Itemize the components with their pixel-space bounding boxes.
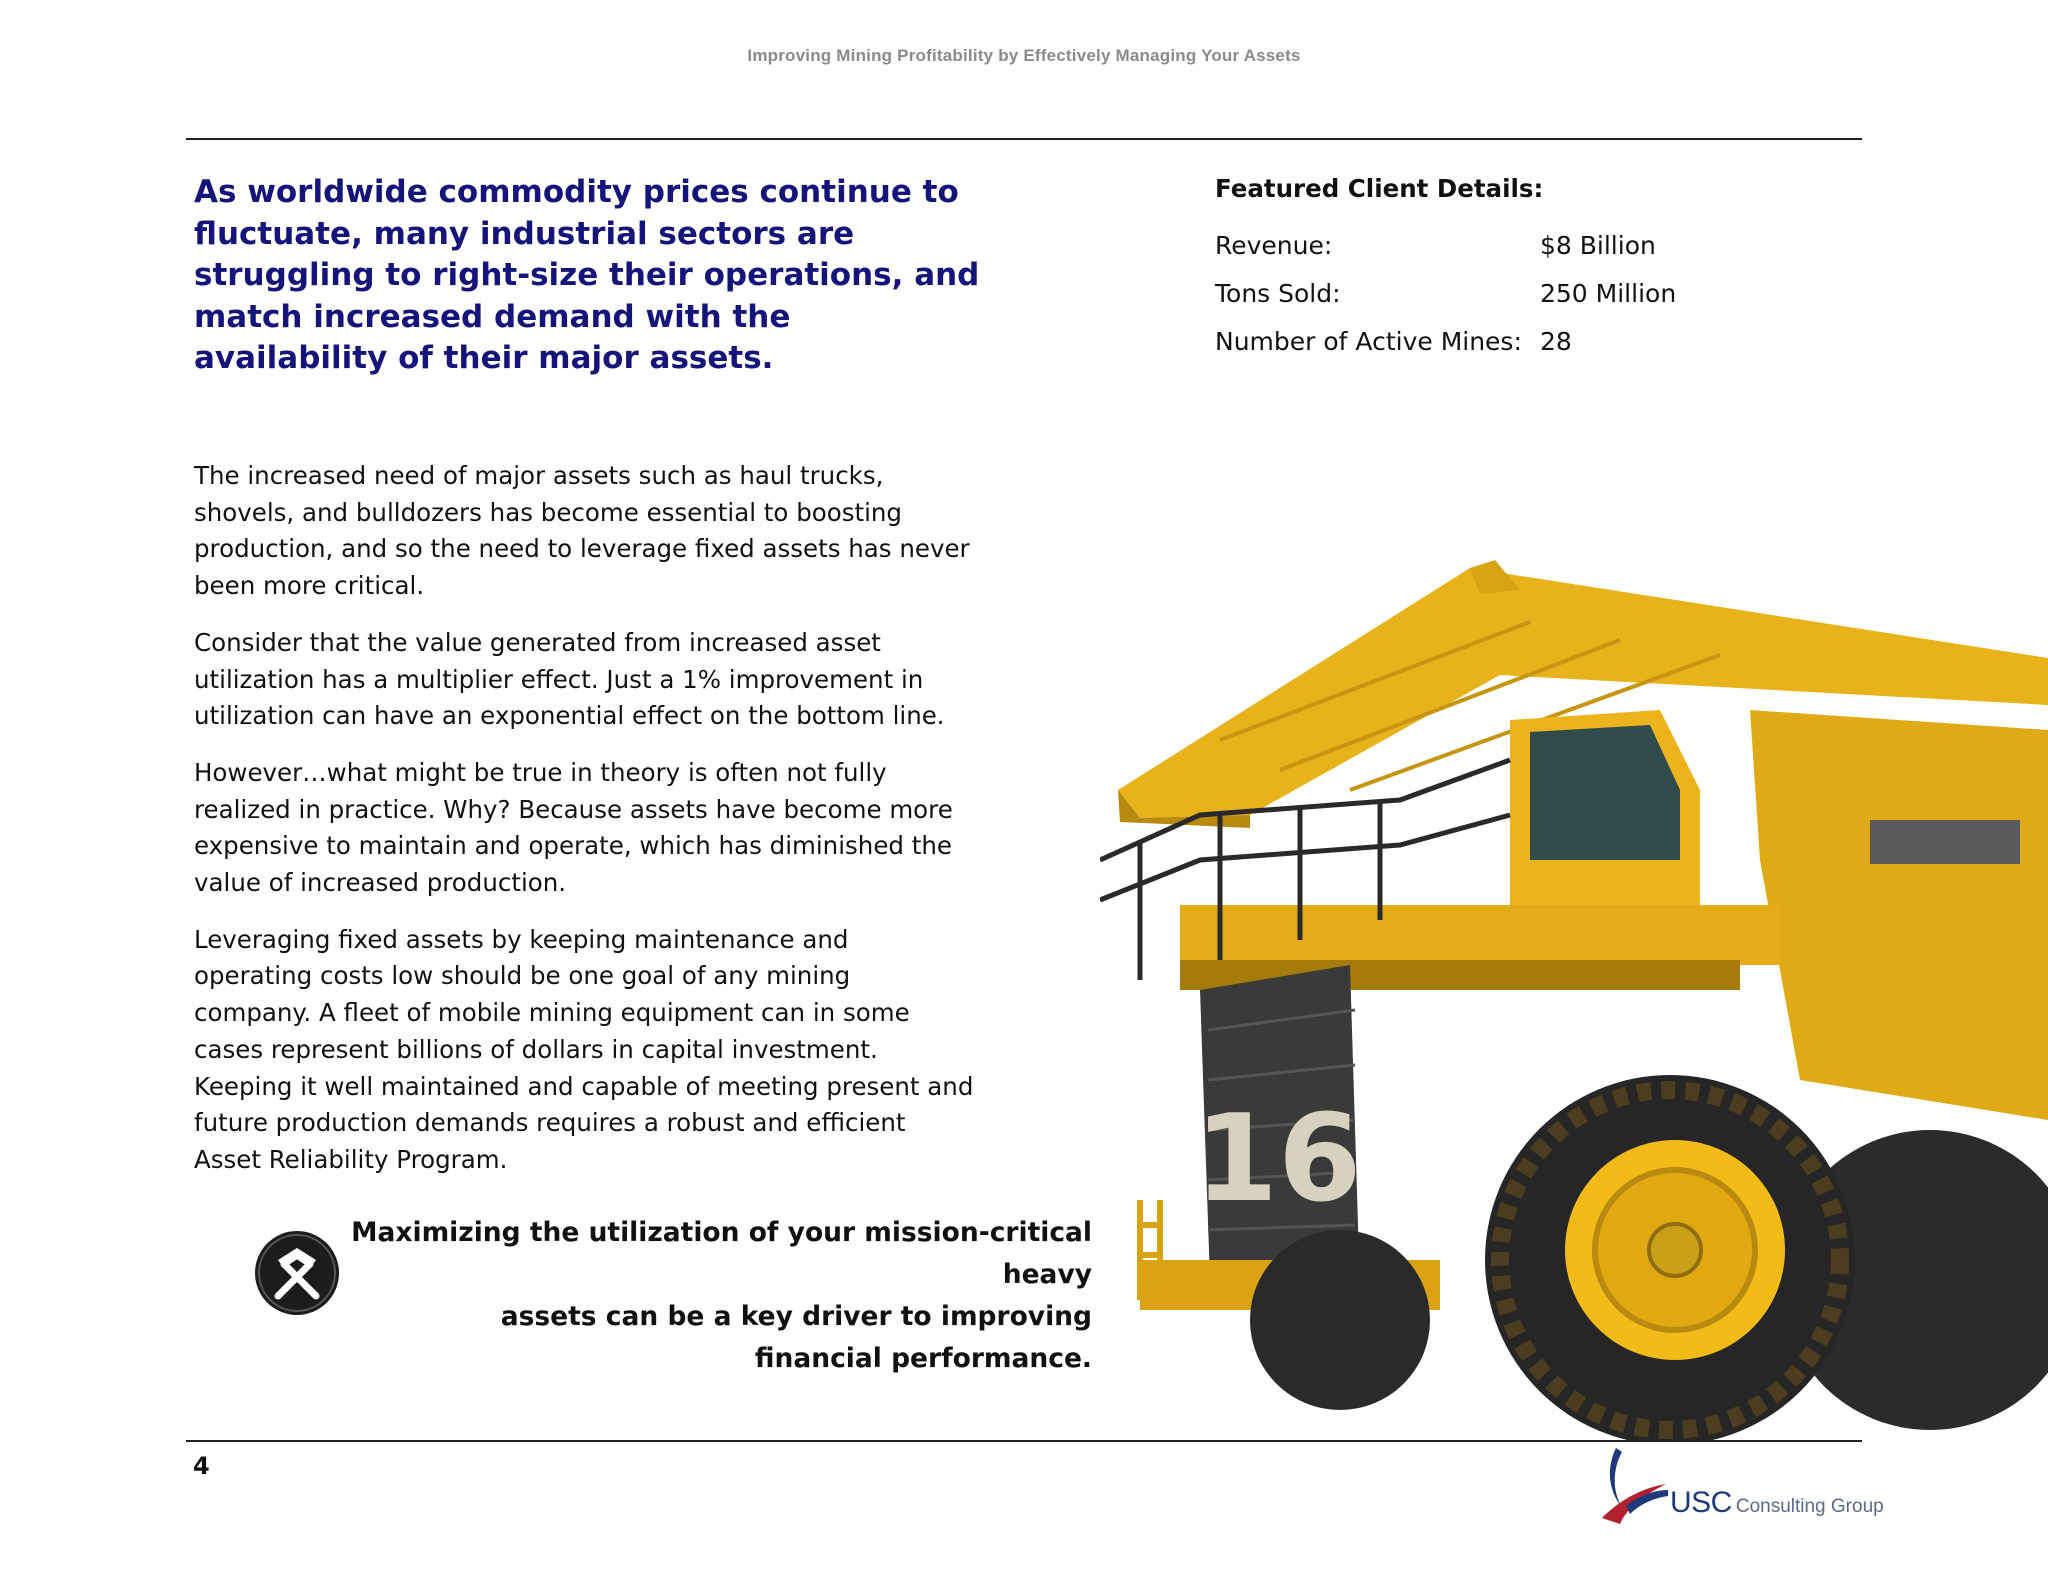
running-header: Improving Mining Profitability by Effectively Managing Your Assets xyxy=(747,46,1301,65)
body-text xyxy=(194,458,974,1199)
truck-dump-body xyxy=(1750,710,2048,1120)
truck-deck xyxy=(1180,905,1780,965)
featured-client-details xyxy=(1215,174,1815,365)
truck-front-left-tire xyxy=(1250,1230,1430,1410)
client-row-tons-sold xyxy=(1215,269,1815,317)
truck-number: 16 xyxy=(1194,1090,1362,1229)
client-row-active-mines xyxy=(1215,317,1815,365)
client-label: Number of Active Mines: xyxy=(1215,326,1522,356)
client-label: Tons Sold: xyxy=(1215,278,1341,308)
truck-ladder xyxy=(1140,1200,1160,1300)
usc-consulting-logo xyxy=(1598,1444,1884,1526)
logo-consulting-text: Consulting Group xyxy=(1735,1496,1884,1517)
callout-quote xyxy=(340,1212,1092,1380)
body-paragraph: Leveraging fixed assets by keeping maintenance and operating costs low should be one goal of any mining company. A fleet of mobile mining equipment can in some cases represent billions of dollars in capital investment. Keeping it well maintained and capable of meeting present and future production demands requires a robust and efficient Asset Reliability Program. xyxy=(194,924,974,1174)
truck-cab-window xyxy=(1530,725,1680,860)
body-paragraph: The increased need of major assets such as haul trucks, shovels, and bulldozers has become essential to boosting production, and so the need to leverage fixed assets has never been more critical. xyxy=(194,461,970,601)
callout-line: assets can be a key driver to improving xyxy=(500,1301,1092,1332)
body-paragraph: Consider that the value generated from increased asset utilization has a multiplier effect. Just a 1% improvement in utilization can have an exponential effect on the bottom line. xyxy=(194,627,945,731)
client-details-title: Featured Client Details: xyxy=(1215,174,1544,203)
headline: As worldwide commodity prices continue to fluctuate, many industrial sectors are struggling to right-size their operations, and match increased demand with the availability of their major assets. xyxy=(194,174,980,376)
logo-usc-text: USC xyxy=(1670,1486,1732,1519)
client-label: Revenue: xyxy=(1215,230,1333,260)
client-value: 250 Million xyxy=(1540,278,1677,308)
callout-line: Maximizing the utilization of your mission-critical heavy xyxy=(351,1217,1092,1290)
crossed-hammers-icon xyxy=(254,1230,340,1316)
haul-truck-image xyxy=(1100,560,2048,1440)
truck-wheel-cap xyxy=(1649,1224,1701,1276)
truck-side-window xyxy=(1870,820,2020,864)
body-paragraph: However…what might be true in theory is often not fully realized in practice. Why? Because assets have become more expensive to maintain and operate, which has diminished the value of increased production. xyxy=(194,757,953,898)
client-value: $8 Billion xyxy=(1540,230,1656,260)
header-rule xyxy=(186,138,1862,140)
page-number: 4 xyxy=(193,1452,210,1480)
footer-rule xyxy=(186,1440,1862,1442)
client-row-revenue xyxy=(1215,221,1815,269)
usc-swoosh-logo xyxy=(1598,1444,1668,1526)
client-value: 28 xyxy=(1540,326,1572,356)
logo-wordmark xyxy=(1670,1486,1884,1520)
callout-line: financial performance. xyxy=(754,1343,1092,1374)
